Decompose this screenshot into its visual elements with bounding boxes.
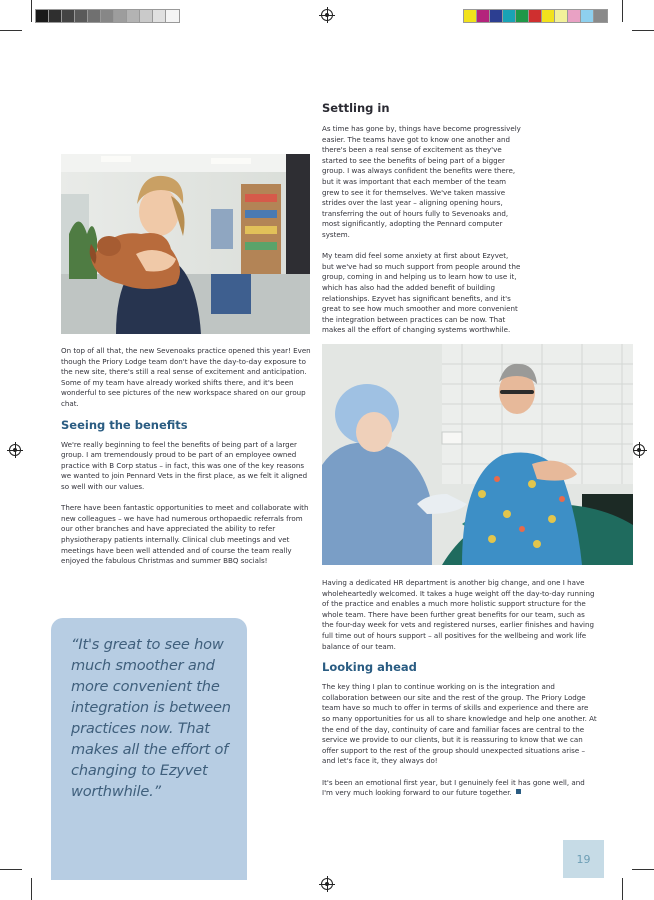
hr-paragraph: Having a dedicated HR department is another big change, and one I have wholeheartedly welcomed. It takes a huge weight off the day-to-day running of the practice and enables a much more holistic support structure for the whole team. There have been further great benefits for our team, such as the four-day week for vets and registered nurses, earlier finishes and having full time out of hours support – all positives for the wellbeing and work life balance of our team.: [322, 578, 595, 651]
grey-swatch: [127, 10, 140, 22]
color-swatch: [516, 10, 529, 22]
crop-mark: [0, 869, 22, 870]
left-column: [61, 346, 311, 567]
crop-mark: [622, 0, 623, 22]
pull-quote: “It's great to see how much smoother and more convenient the integration is between practices now. That makes all the effort of changing to Ezyvet worthwhile.”: [71, 636, 231, 800]
grey-swatch: [153, 10, 166, 22]
settling-heading: Settling in: [322, 101, 390, 115]
grey-swatch: [62, 10, 75, 22]
grey-swatch: [140, 10, 153, 22]
ahead-paragraph-2-text: It's been an emotional first year, but I genuinely feel it has gone well, and I'm very much looking forward to our future together.: [322, 777, 585, 798]
registration-mark-right: [633, 444, 645, 456]
registration-mark-top: [321, 9, 333, 21]
ahead-heading: Looking ahead: [322, 660, 417, 675]
benefits-heading: Seeing the benefits: [61, 417, 188, 432]
vets-in-surgery-photo: [322, 344, 633, 565]
color-swatch: [555, 10, 568, 22]
color-bar: [463, 9, 608, 23]
right-column-bottom: [322, 578, 597, 799]
crop-mark: [632, 869, 654, 870]
color-swatch: [503, 10, 516, 22]
page-number: 19: [576, 852, 591, 866]
registration-mark-bottom: [321, 878, 333, 890]
grey-swatch: [75, 10, 88, 22]
color-swatch: [529, 10, 542, 22]
registration-mark-left: [9, 444, 21, 456]
grey-swatch: [49, 10, 62, 22]
color-swatch: [490, 10, 503, 22]
grey-swatch: [101, 10, 114, 22]
color-swatch: [542, 10, 555, 22]
grey-swatch: [166, 10, 179, 22]
color-swatch: [464, 10, 477, 22]
color-swatch: [594, 10, 607, 22]
crop-mark: [632, 30, 654, 31]
vets-in-surgery-icon: [322, 344, 633, 565]
crop-mark: [31, 878, 32, 900]
grey-color-bar: [35, 9, 180, 23]
page-number-box: [563, 840, 604, 878]
color-swatch: [477, 10, 490, 22]
woman-holding-dog-photo: [61, 154, 310, 334]
right-column-top: [322, 101, 522, 336]
woman-holding-dog-icon: [61, 154, 310, 334]
grey-swatch: [88, 10, 101, 22]
ahead-paragraph-1: The key thing I plan to continue working on is the integration and collaboration between our site and the rest of the group. The Priory Lodge team have so much to offer in terms of skills and experience and there are so many opportunities for us all to share knowledge and help one another. At the end of the day, continuity of care and familiar faces are central to the service we provide to our clients, but it is reassuring to know that we can offer support to the rest of the group should unexpected situations arise – and let's face it, they always do!: [322, 682, 597, 766]
intro-paragraph: On top of all that, the new Sevenoaks practice opened this year! Even though the Priory Lodge team don't have the day-to-day exposure to the new site, there's still a real sense of excitement and anticipation. Some of my team have already worked shifts there, and it's been wonderful to see pictures of the new workspace shared on our group chat.: [61, 346, 311, 408]
ahead-paragraph-2: [322, 778, 597, 799]
settling-paragraph-1: As time has gone by, things have become progressively easier. The teams have got to know one another and there's been a real sense of excitement as they've started to see the benefits of being part of a bigger group. I was always confident the benefits were there, but it was important that each member of the team grew to see it for themselves. We've taken massive strides over the last year – aligning opening hours, transferring the out of hours fully to Sevenoaks and, most significantly, adopting the Pennard computer system.: [322, 124, 521, 239]
grey-swatch: [36, 10, 49, 22]
crop-mark: [622, 878, 623, 900]
crop-mark: [31, 0, 32, 22]
pull-quote-box: [51, 618, 247, 880]
color-swatch: [568, 10, 581, 22]
settling-paragraph-2: My team did feel some anxiety at first about Ezyvet, but we've had so much support from people around the group, coming in and helping us to learn how to use it, which has also had the added benefit of building relationships. Ezyvet has significant benefits, and it's great to see how much smoother and more convenient the integration between practices can be now. That makes all the effort of changing systems worthwhile.: [322, 251, 521, 335]
grey-swatch: [114, 10, 127, 22]
color-swatch: [581, 10, 594, 22]
benefits-paragraph-1: We're really beginning to feel the benefits of being part of a larger group. I am tremendously proud to be part of an employee owned practice with B Corp status – in fact, this was one of the key reasons we wanted to join Pennard Vets in the first place, as we felt it aligned so well with our values.: [61, 439, 308, 491]
end-mark-icon: [516, 789, 521, 794]
crop-mark: [0, 30, 22, 31]
benefits-paragraph-2: There have been fantastic opportunities to meet and collaborate with new colleagues – we have had numerous orthopaedic referrals from our other branches and have appreciated the ability to refer physiotherapy patients internally. Clinical club meetings and vet meetings have been well attended and of course the team really enjoyed the fabulous Christmas and summer BBQ socials!: [61, 503, 309, 566]
